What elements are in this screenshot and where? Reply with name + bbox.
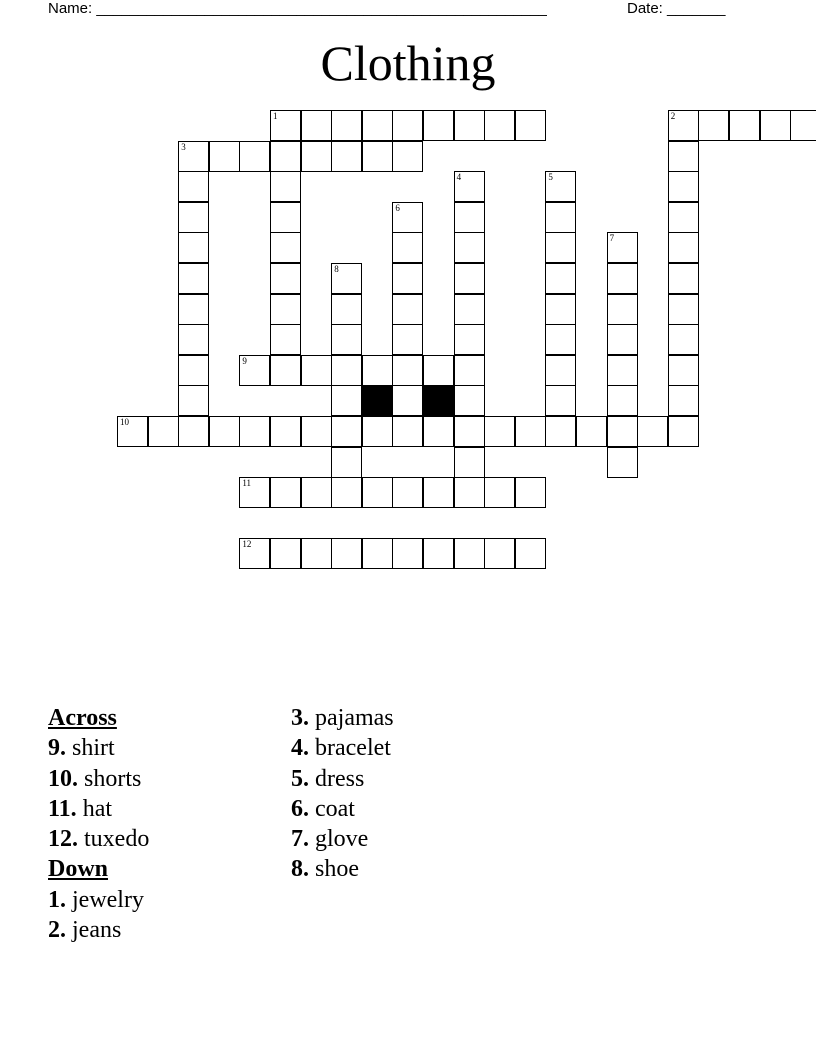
crossword-cell[interactable] (392, 294, 423, 325)
crossword-cell[interactable] (239, 141, 270, 172)
clue-number: 12 (242, 539, 252, 550)
clue-number: 5 (548, 172, 553, 183)
clue-item (291, 824, 394, 854)
crossword-cell[interactable] (301, 355, 332, 386)
clue-list (48, 703, 768, 963)
crossword-cell[interactable] (545, 324, 576, 355)
clue-item (48, 915, 149, 945)
crossword-cell[interactable] (270, 538, 301, 569)
crossword-cell[interactable] (239, 477, 270, 508)
crossword-cell[interactable] (423, 110, 454, 141)
crossword-cell[interactable] (484, 477, 515, 508)
crossword-cell[interactable] (668, 141, 699, 172)
clue-item-text: jeans (72, 917, 122, 944)
clue-item-number: 8. (291, 856, 309, 883)
crossword-cell[interactable] (729, 110, 760, 141)
clue-item-number: 3. (291, 705, 309, 731)
crossword-cell[interactable] (454, 110, 485, 141)
crossword-cell[interactable] (239, 416, 270, 447)
clue-item-number: 2. (48, 917, 66, 944)
crossword-cell[interactable] (270, 477, 301, 508)
crossword-cell[interactable] (331, 447, 362, 478)
crossword-cell[interactable] (545, 202, 576, 233)
clue-number: 1 (273, 111, 278, 121)
clue-number: 10 (120, 417, 129, 427)
clue-heading: Across (48, 705, 117, 731)
crossword-cell[interactable] (392, 355, 423, 386)
crossword-cell[interactable] (362, 477, 393, 508)
crossword-cell[interactable] (178, 171, 209, 202)
crossword-cell[interactable] (607, 385, 638, 416)
clue-item-text: jewelry (72, 886, 144, 913)
crossword-cell[interactable] (515, 477, 546, 508)
crossword-cell[interactable] (515, 416, 546, 447)
crossword-cell[interactable] (454, 477, 485, 508)
crossword-cell[interactable] (668, 232, 699, 263)
crossword-cell[interactable] (301, 141, 332, 172)
crossword-cell[interactable] (423, 538, 454, 569)
crossword-cell[interactable] (270, 416, 301, 447)
clue-item-number: 4. (291, 735, 309, 762)
clue-number: 6 (395, 202, 400, 213)
crossword-cell[interactable] (760, 110, 791, 141)
crossword-cell[interactable] (637, 416, 668, 447)
crossword-cell[interactable] (545, 416, 576, 447)
crossword-cell[interactable] (607, 263, 638, 294)
crossword-cell[interactable] (790, 110, 816, 141)
clue-column-1 (48, 703, 149, 945)
crossword-cell[interactable] (392, 263, 423, 294)
clue-item-text: tuxedo (84, 826, 150, 853)
crossword-black-cell (362, 385, 393, 416)
clue-item (48, 885, 149, 915)
crossword-cell[interactable] (362, 355, 393, 386)
clue-column-2 (291, 703, 394, 885)
crossword-cell[interactable] (178, 294, 209, 325)
clue-number: 7 (609, 233, 615, 244)
crossword-cell[interactable] (331, 355, 362, 386)
crossword-cell[interactable] (454, 171, 485, 202)
clue-item-number: 12. (48, 826, 78, 853)
crossword-cell[interactable] (301, 538, 332, 569)
clue-number: 3 (181, 141, 186, 152)
clue-item-number: 9. (48, 735, 66, 762)
clue-number: 8 (334, 264, 339, 274)
clue-item (291, 794, 394, 824)
crossword-cell[interactable] (545, 355, 576, 386)
crossword-cell[interactable] (270, 232, 301, 263)
clue-item-number: 1. (48, 886, 66, 913)
crossword-cell[interactable] (545, 385, 576, 416)
crossword-cell[interactable] (270, 355, 301, 386)
crossword-cell[interactable] (668, 171, 699, 202)
crossword-cell[interactable] (454, 355, 485, 386)
crossword-cell[interactable] (178, 141, 209, 172)
clue-item (48, 824, 149, 854)
crossword-cell[interactable] (484, 416, 515, 447)
crossword-cell[interactable] (239, 355, 270, 386)
crossword-cell[interactable] (270, 171, 301, 202)
crossword-cell[interactable] (331, 263, 362, 294)
crossword-cell[interactable] (331, 385, 362, 416)
crossword-cell[interactable] (148, 416, 179, 447)
clue-item (291, 733, 394, 763)
crossword-cell[interactable] (270, 263, 301, 294)
crossword-cell[interactable] (392, 232, 423, 263)
clue-item-number: 5. (291, 765, 309, 792)
crossword-cell[interactable] (178, 416, 209, 447)
clue-number: 4 (456, 172, 462, 183)
crossword-cell[interactable] (331, 324, 362, 355)
clue-item-text: bracelet (315, 735, 391, 762)
clue-number: 9 (242, 355, 247, 366)
crossword-cell[interactable] (117, 416, 148, 447)
clue-item (48, 764, 149, 794)
clue-item-text: dress (315, 765, 365, 792)
crossword-cell[interactable] (178, 355, 209, 386)
crossword-cell[interactable] (607, 232, 638, 263)
crossword-cell[interactable] (392, 477, 423, 508)
crossword-cell[interactable] (607, 447, 638, 478)
clue-heading: Down (48, 856, 109, 883)
crossword-cell[interactable] (362, 110, 393, 141)
clue-item-text: shorts (84, 765, 142, 792)
clue-item-text: shirt (72, 735, 115, 762)
crossword-cell[interactable] (454, 416, 485, 447)
crossword-cell[interactable] (668, 324, 699, 355)
crossword-cell[interactable] (515, 538, 546, 569)
crossword-cell[interactable] (668, 355, 699, 386)
crossword-cell[interactable] (454, 324, 485, 355)
clue-item-text: shoe (315, 856, 359, 883)
date-field[interactable]: Date: _______ (627, 0, 726, 17)
crossword-cell[interactable] (301, 416, 332, 447)
clue-item-text: glove (315, 826, 369, 853)
crossword-cell[interactable] (178, 263, 209, 294)
crossword-cell[interactable] (484, 538, 515, 569)
crossword-cell[interactable] (454, 447, 485, 478)
clue-item-text: coat (315, 795, 355, 822)
page-title: Clothing (320, 35, 496, 91)
clue-item-text: pajamas (315, 705, 394, 731)
crossword-cell[interactable] (576, 416, 607, 447)
crossword-cell[interactable] (392, 385, 423, 416)
crossword-cell[interactable] (545, 263, 576, 294)
crossword-cell[interactable] (454, 385, 485, 416)
clue-item (48, 794, 149, 824)
crossword-cell[interactable] (607, 324, 638, 355)
clue-item-number: 11. (48, 795, 77, 822)
crossword-cell[interactable] (331, 294, 362, 325)
crossword-cell[interactable] (454, 294, 485, 325)
crossword-cell[interactable] (668, 294, 699, 325)
crossword-cell[interactable] (209, 141, 240, 172)
crossword-cell[interactable] (178, 324, 209, 355)
crossword-cell[interactable] (607, 416, 638, 447)
crossword-cell[interactable] (392, 324, 423, 355)
clue-item (48, 733, 149, 763)
crossword-cell[interactable] (607, 355, 638, 386)
crossword-cell[interactable] (545, 294, 576, 325)
crossword-cell[interactable] (331, 416, 362, 447)
crossword-cell[interactable] (270, 294, 301, 325)
crossword-cell[interactable] (239, 538, 270, 569)
crossword-cell[interactable] (668, 385, 699, 416)
crossword-cell[interactable] (454, 263, 485, 294)
clue-number: 11 (242, 478, 252, 489)
crossword-cell[interactable] (423, 355, 454, 386)
crossword-cell[interactable] (301, 477, 332, 508)
crossword-cell[interactable] (668, 202, 699, 233)
clue-item-number: 7. (291, 826, 309, 853)
crossword-cell[interactable] (545, 171, 576, 202)
crossword-cell[interactable] (178, 385, 209, 416)
crossword-cell[interactable] (362, 416, 393, 447)
crossword-cell[interactable] (362, 141, 393, 172)
crossword-cell[interactable] (331, 110, 362, 141)
crossword-cell[interactable] (392, 416, 423, 447)
crossword-cell[interactable] (270, 202, 301, 233)
crossword-cell[interactable] (454, 538, 485, 569)
crossword-cell[interactable] (454, 202, 485, 233)
clue-item (291, 854, 394, 884)
crossword-cell[interactable] (668, 416, 699, 447)
crossword-cell[interactable] (392, 110, 423, 141)
clue-item-number: 10. (48, 765, 78, 792)
crossword-cell[interactable] (331, 477, 362, 508)
crossword-cell[interactable] (668, 263, 699, 294)
crossword-cell[interactable] (270, 141, 301, 172)
clue-number: 2 (670, 111, 676, 121)
clue-item (291, 703, 394, 733)
crossword-cell[interactable] (484, 110, 515, 141)
clue-item (291, 764, 394, 794)
clue-item-text: hat (82, 795, 113, 822)
crossword-cell[interactable] (545, 232, 576, 263)
crossword-cell[interactable] (270, 110, 301, 141)
clue-item-number: 6. (291, 795, 309, 822)
crossword-cell[interactable] (392, 202, 423, 233)
crossword-cell[interactable] (423, 477, 454, 508)
crossword-cell[interactable] (607, 294, 638, 325)
crossword-black-cell (423, 385, 454, 416)
crossword-cell[interactable] (178, 232, 209, 263)
crossword-cell[interactable] (270, 324, 301, 355)
crossword-cell[interactable] (362, 538, 393, 569)
crossword-cell[interactable] (454, 232, 485, 263)
name-field[interactable]: Name: ______________________________________________________ (48, 0, 547, 17)
crossword-cell[interactable] (515, 110, 546, 141)
crossword-cell[interactable] (668, 110, 699, 141)
crossword-cell[interactable] (301, 110, 332, 141)
crossword-cell[interactable] (178, 202, 209, 233)
crossword-cell[interactable] (331, 141, 362, 172)
crossword-cell[interactable] (331, 538, 362, 569)
crossword-cell[interactable] (423, 416, 454, 447)
crossword-cell[interactable] (392, 141, 423, 172)
crossword-cell[interactable] (698, 110, 729, 141)
crossword-cell[interactable] (209, 416, 240, 447)
crossword-cell[interactable] (392, 538, 423, 569)
